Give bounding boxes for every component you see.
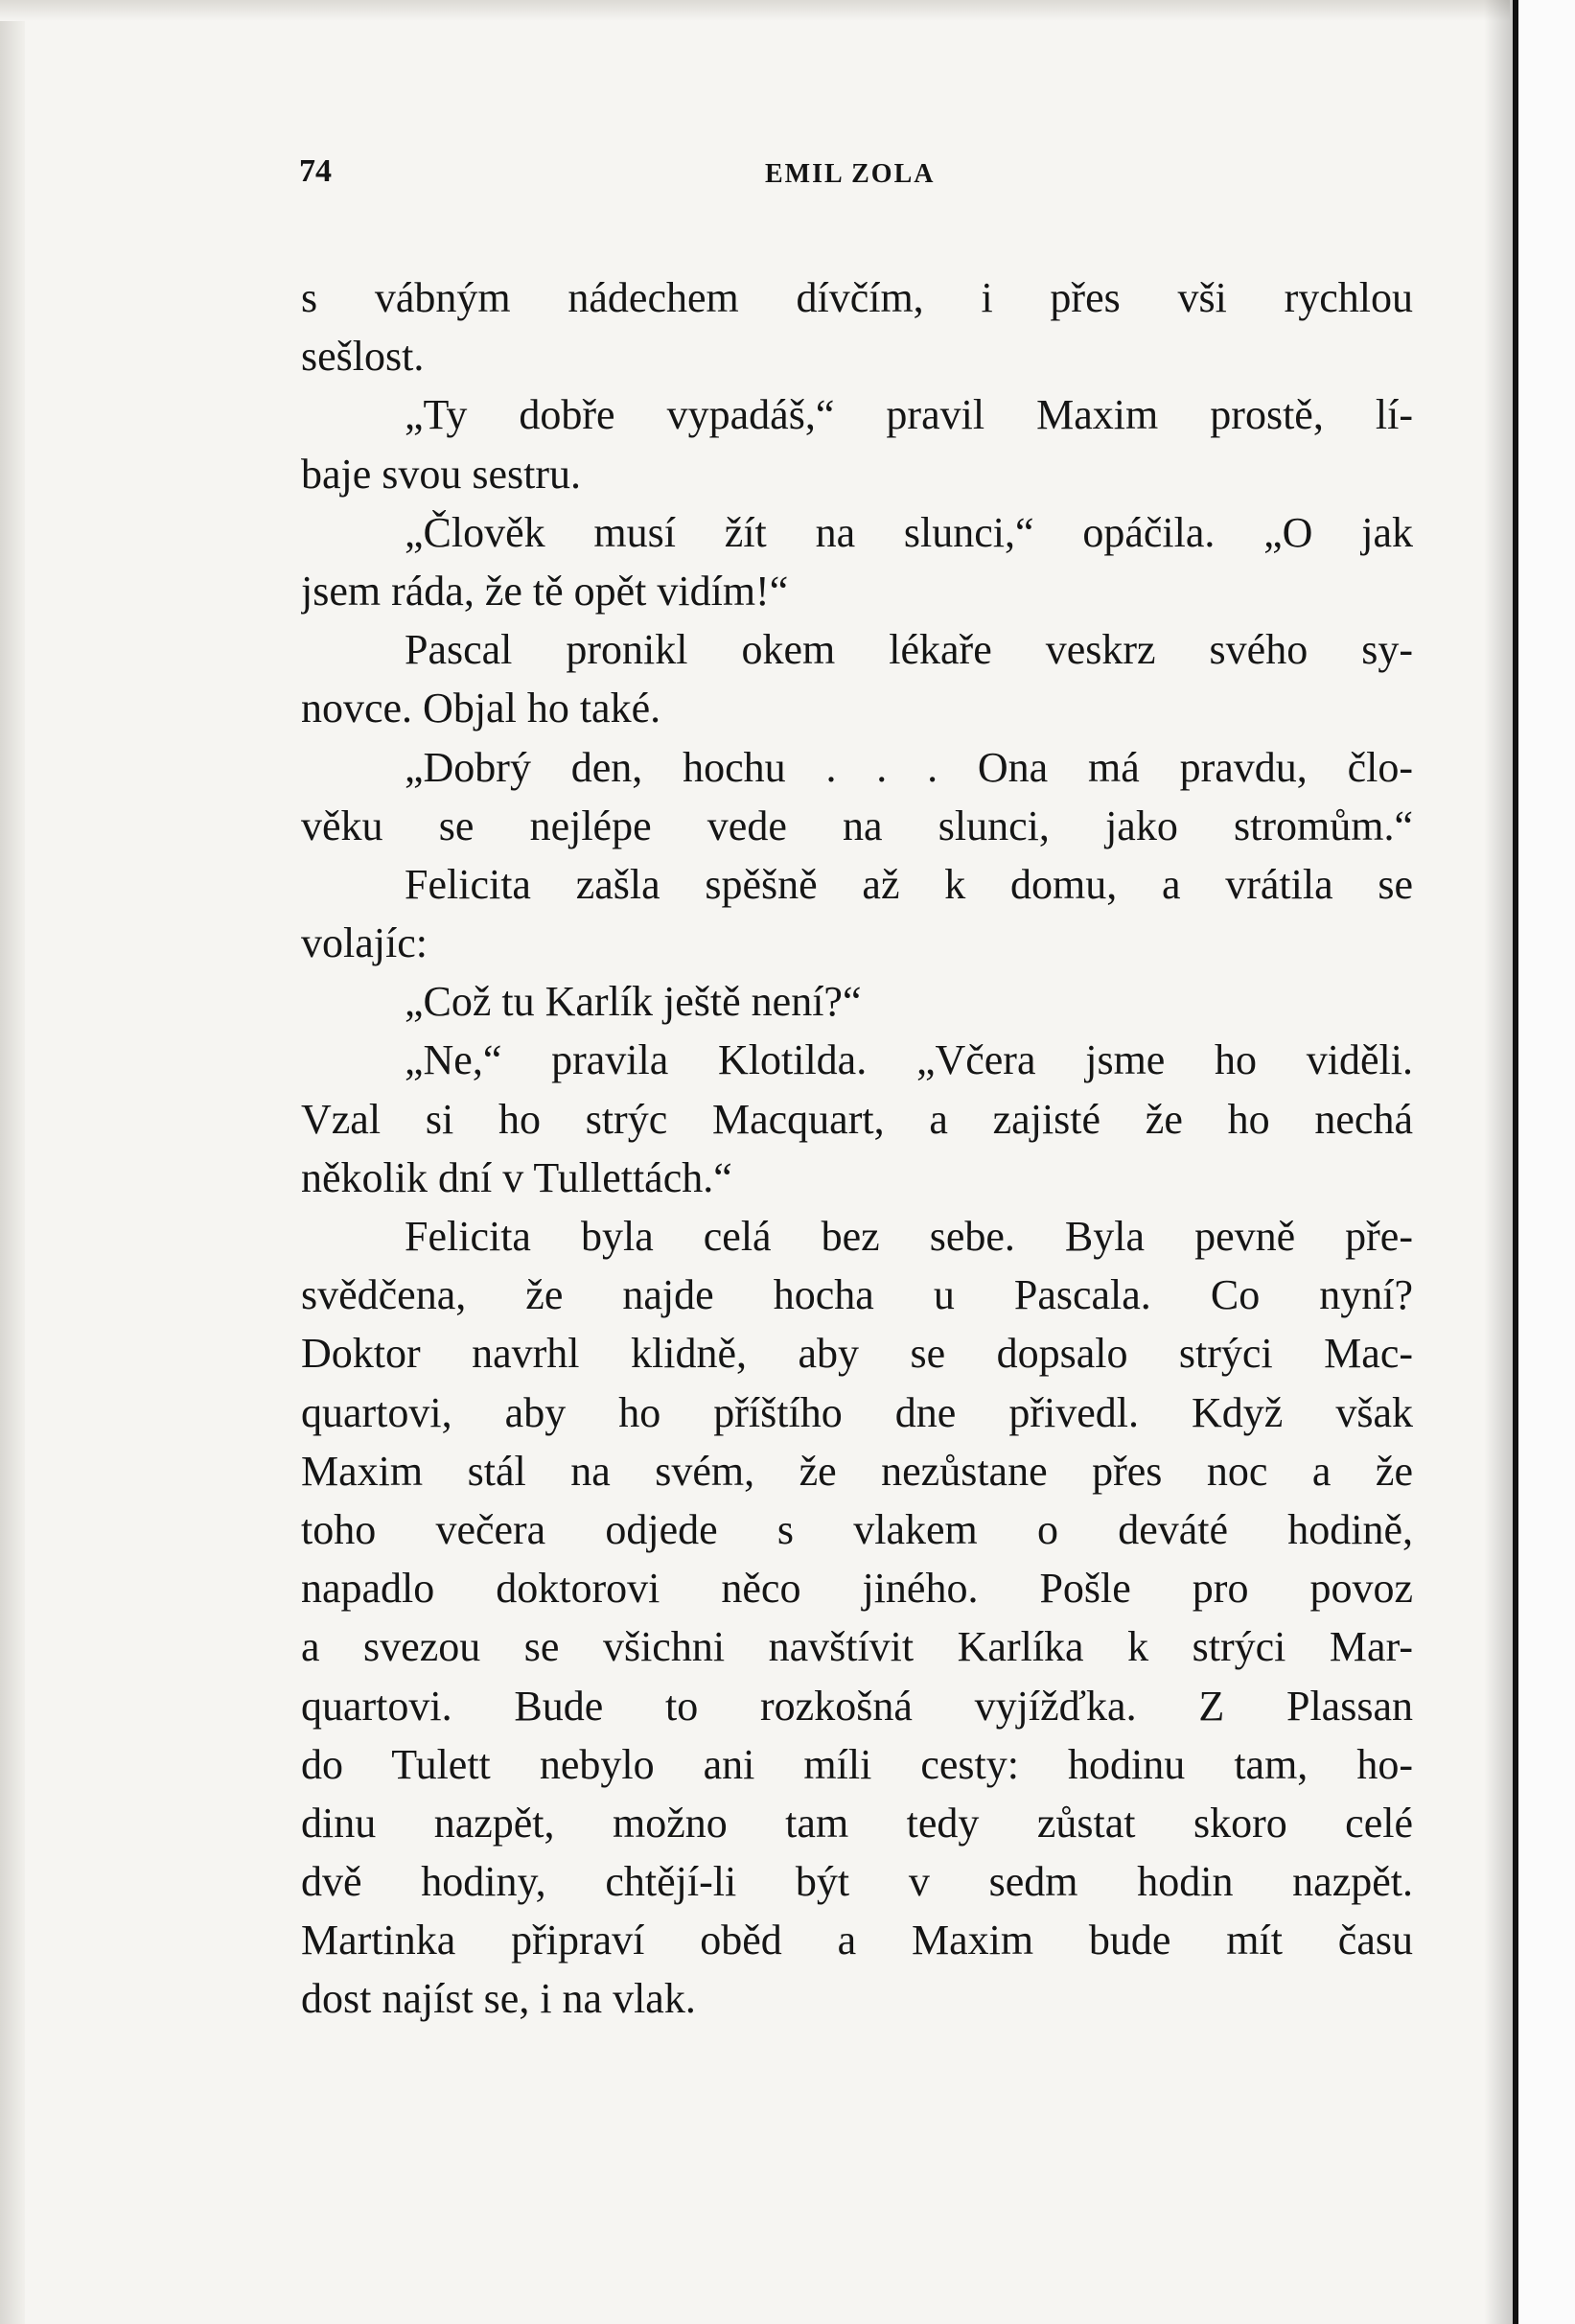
page-margin-right <box>1518 0 1575 2324</box>
text-line: toho večera odjede s vlakem o deváté hodině, <box>301 1505 1413 1553</box>
text-line: Maxim stál na svém, že nezůstane přes noc a že <box>301 1447 1413 1495</box>
text-line: „Člověk musí žít na slunci,“ opáčila. „O jak <box>405 508 1413 556</box>
scan-edge-top <box>0 0 1510 21</box>
binding-shadow <box>1484 0 1513 2324</box>
text-line: sešlost. <box>301 333 425 381</box>
text-line: několik dní v Tullettách.“ <box>301 1153 732 1201</box>
text-line: dost najíst se, i na vlak. <box>301 1975 696 2023</box>
text-line: dvě hodiny, chtějí-li být v sedm hodin nazpět. <box>301 1858 1413 1906</box>
text-line: Vzal si ho strýc Macquart, a zajisté že ho nechá <box>301 1095 1413 1143</box>
text-line: „Ne,“ pravila Klotilda. „Včera jsme ho viděli. <box>405 1036 1413 1084</box>
scan-edge-left <box>0 0 25 2324</box>
text-line: „Což tu Karlík ještě není?“ <box>405 978 862 1026</box>
text-line: Felicita zašla spěšně až k domu, a vrátila se <box>405 860 1413 908</box>
page-number: 74 <box>299 153 332 189</box>
page-header <box>299 153 1401 192</box>
text-line: volajíc: <box>301 919 428 967</box>
text-line: baje svou sestru. <box>301 450 582 498</box>
text-line: dinu nazpět, možno tam tedy zůstat skoro celé <box>301 1799 1413 1847</box>
body-text <box>301 268 1413 2029</box>
text-line: novce. Objal ho také. <box>301 685 661 732</box>
text-line: a svezou se všichni navštívit Karlíka k strýci Mar- <box>301 1623 1413 1671</box>
running-head: EMIL ZOLA <box>765 159 936 189</box>
text-line: Felicita byla celá bez sebe. Byla pevně pře- <box>405 1213 1413 1260</box>
text-line: „Ty dobře vypadáš,“ pravil Maxim prostě, lí- <box>405 391 1413 439</box>
text-line: jsem ráda, že tě opět vidím!“ <box>301 567 789 615</box>
text-line: quartovi. Bude to rozkošná vyjížďka. Z Plassan <box>301 1682 1413 1730</box>
text-line: s vábným nádechem dívčím, i přes vši rychlou <box>301 274 1413 321</box>
text-line: napadlo doktorovi něco jiného. Pošle pro povoz <box>301 1565 1413 1613</box>
text-line: věku se nejlépe vede na slunci, jako stromům.“ <box>301 802 1413 849</box>
text-line: Martinka připraví oběd a Maxim bude mít času <box>301 1917 1413 1964</box>
text-line: svědčena, že najde hocha u Pascala. Co nyní? <box>301 1271 1413 1319</box>
text-line: „Dobrý den, hochu . . . Ona má pravdu, člo- <box>405 743 1413 791</box>
text-line: Pascal pronikl okem lékaře veskrz svého sy- <box>405 626 1413 674</box>
text-line: Doktor navrhl klidně, aby se dopsalo strýci Mac- <box>301 1330 1413 1378</box>
text-line: quartovi, aby ho příštího dne přivedl. Když však <box>301 1388 1413 1436</box>
text-line: do Tulett nebylo ani míli cesty: hodinu tam, ho- <box>301 1740 1413 1788</box>
